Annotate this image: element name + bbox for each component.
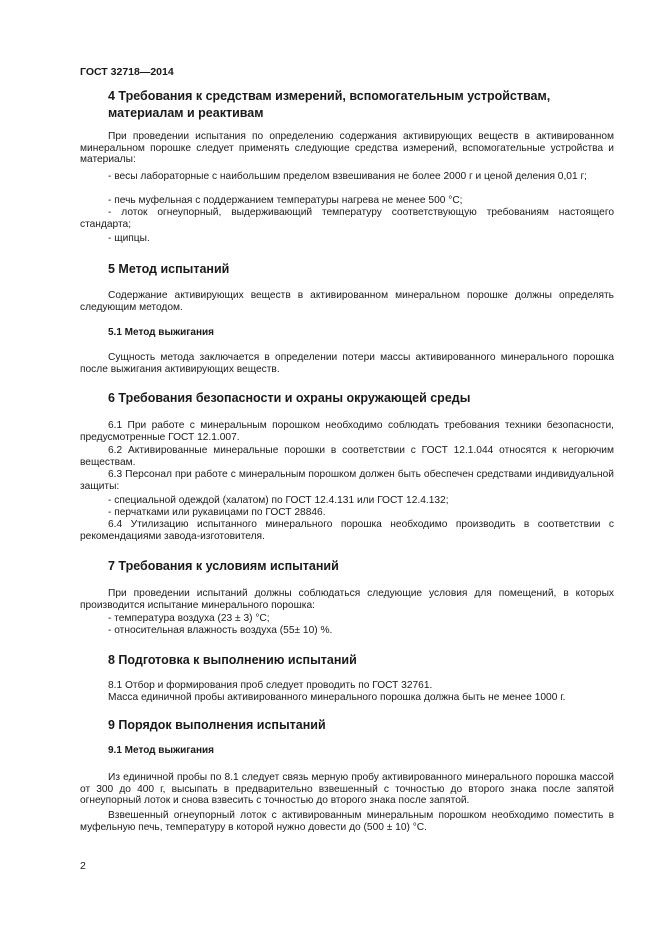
section-7-item-1: - температура воздуха (23 ± 3) °С;	[108, 613, 270, 624]
section-8-title: 8 Подготовка к выполнению испытаний	[108, 653, 357, 667]
section-6-title: 6 Требования безопасности и охраны окружающей среды	[108, 391, 471, 405]
section-5-text: Содержание активирующих веществ в активированном минеральном порошке должны определять следующим методом.	[80, 290, 614, 313]
section-5-title: 5 Метод испытаний	[108, 262, 230, 276]
section-6-item-1: - специальной одеждой (халатом) по ГОСТ 12.4.131 или ГОСТ 12.4.132;	[108, 495, 449, 506]
section-5-1-text: Сущность метода заключается в определении потери массы активированного минерального порошка после выжигания активирующих веществ.	[80, 352, 614, 375]
section-6-item-2: - перчатками или рукавицами по ГОСТ 28846.	[108, 507, 326, 518]
section-9-1-title: 9.1 Метод выжигания	[108, 745, 214, 756]
section-6-p1: 6.1 При работе с минеральным порошком необходимо соблюдать требования техники безопасности, предусмотренные ГОСТ 12.1.007.	[80, 420, 614, 443]
section-9-title: 9 Порядок выполнения испытаний	[108, 718, 326, 732]
section-7-title: 7 Требования к условиям испытаний	[108, 559, 339, 573]
section-4-intro: При проведении испытания по определению содержания активирующих веществ в активированном минеральном порошке следует применять следующие средства измерений, вспомогательные устройства и материалы:	[80, 131, 614, 166]
section-4-item-2: - печь муфельная с поддержанием температуры нагрева не менее 500 °С;	[108, 195, 463, 206]
section-4-item-1: - весы лабораторные с наибольшим пределом взвешивания не более 2000 г и ценой деления 0,01 г;	[108, 171, 588, 182]
section-5-1-title: 5.1 Метод выжигания	[108, 327, 214, 338]
section-8-p2: Масса единичной пробы активированного минерального порошка должна быть не менее 1000 г.	[108, 692, 566, 703]
section-9-1-p2: Взвешенный огнеупорный лоток с активированным минеральным порошком необходимо поместить в муфельную печь, температуру в которой нужно довести до (500 ± 10) °С.	[80, 810, 614, 833]
section-4-title: 4 Требования к средствам измерений, вспомогательным устройствам, материалам и реактивам	[108, 89, 551, 120]
section-8-p1: 8.1 Отбор и формирования проб следует проводить по ГОСТ 32761.	[108, 680, 433, 691]
section-7-item-2: - относительная влажность воздуха (55± 10) %.	[108, 625, 333, 636]
section-4-item-3: - лоток огнеупорный, выдерживающий температуру соответствующую требованиям настоящего стандарта;	[80, 207, 614, 230]
page-number: 2	[80, 860, 86, 872]
section-4-item-4: - щипцы.	[108, 233, 150, 244]
section-6-p4: 6.4 Утилизацию испытанного минерального порошка необходимо производить в соответствии с рекомендациями завода-изготовителя.	[80, 519, 614, 542]
section-6-p3: 6.3 Персонал при работе с минеральным порошком должен быть обеспечен средствами индивидуальной защиты:	[80, 469, 614, 492]
section-7-intro: При проведении испытаний должны соблюдаться следующие условия для помещений, в которых производится испытание минерального порошка:	[80, 588, 614, 611]
section-9-1-p1: Из единичной пробы по 8.1 следует связь мерную пробу активированного минерального порошка массой от 300 до 400 г, высыпать в предварительно взвешенный с точностью до второго знака после запятой огнеупорный лоток и снова взвесить с точностью до второго знака после запятой.	[80, 772, 614, 807]
document-header: ГОСТ 32718—2014	[80, 66, 174, 78]
section-6-p2: 6.2 Активированные минеральные порошки в соответствии с ГОСТ 12.1.044 относятся к негорючим веществам.	[80, 445, 614, 468]
